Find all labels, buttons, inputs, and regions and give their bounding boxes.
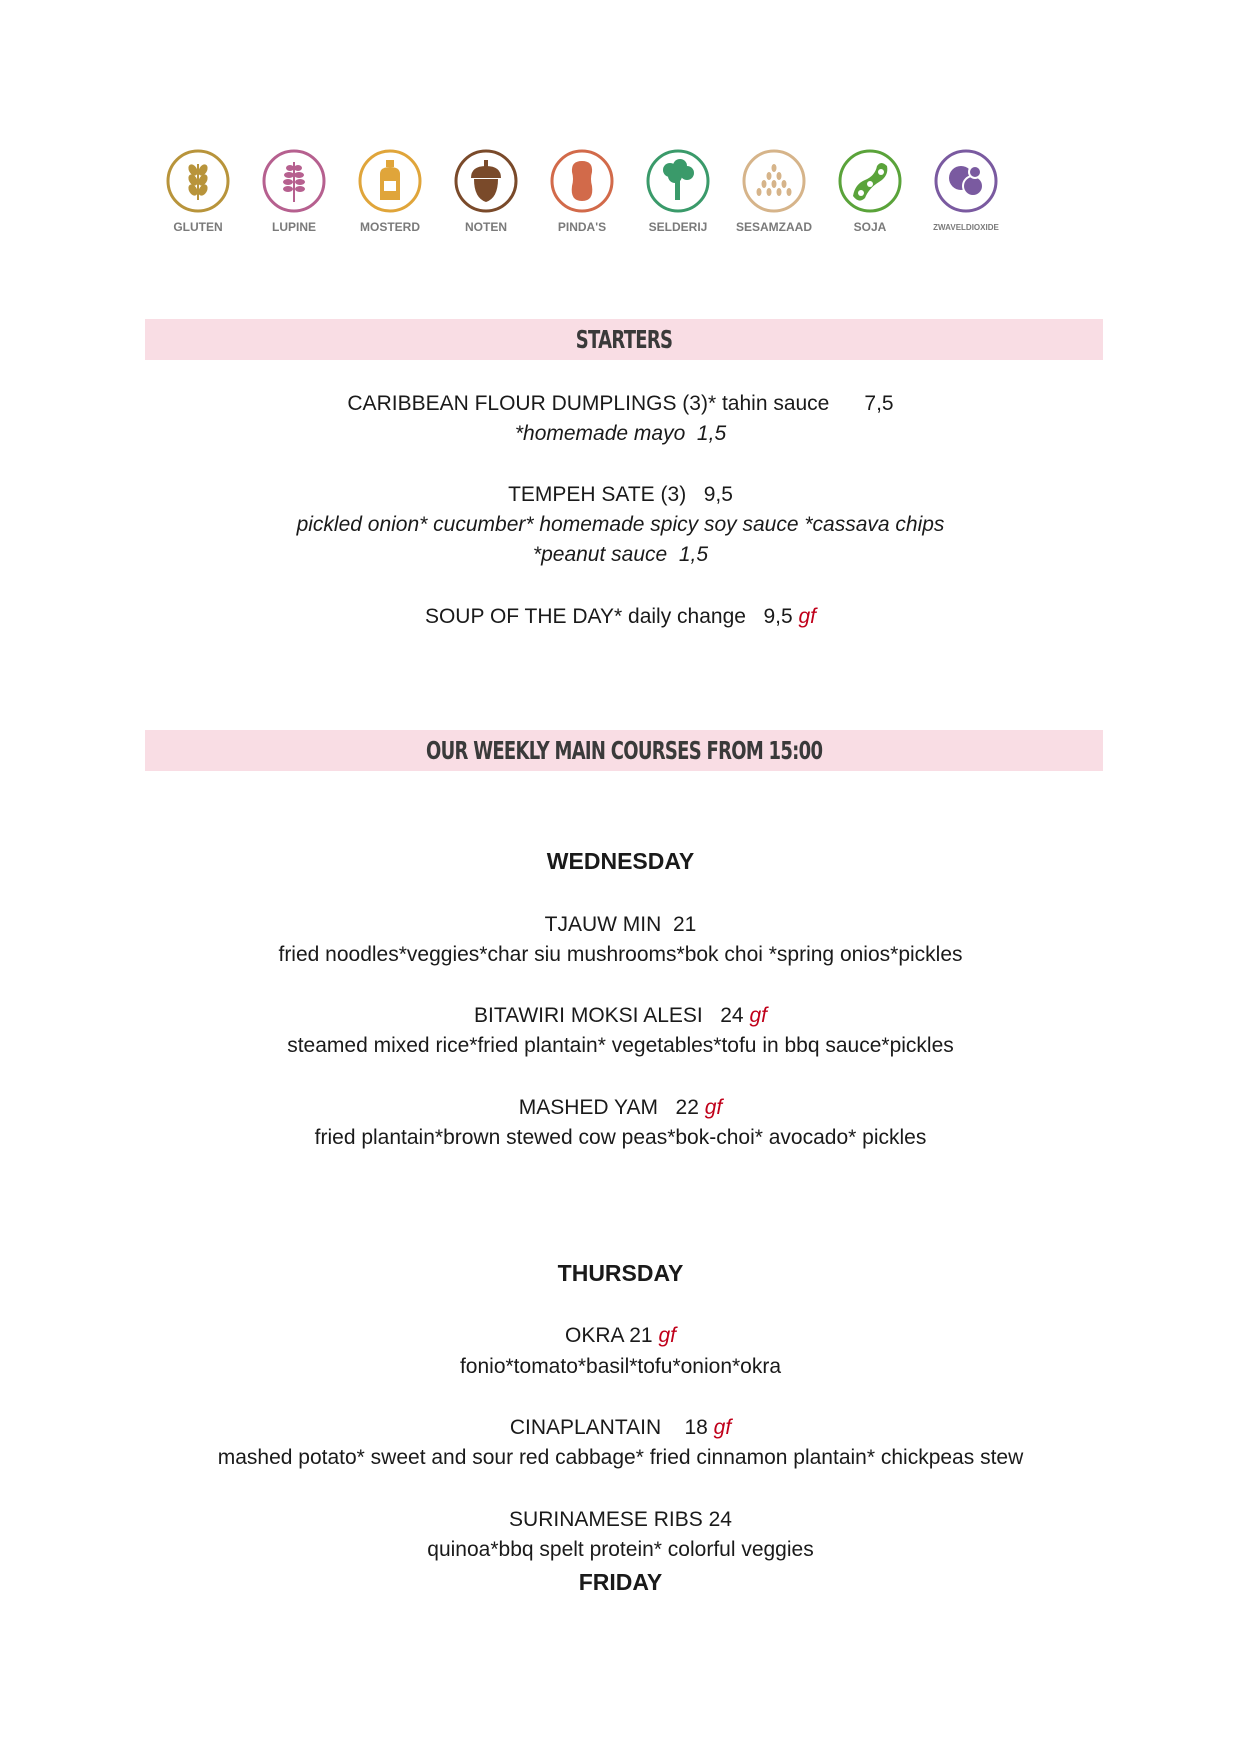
menu-item-dumplings xyxy=(0,390,1241,418)
mustard-icon xyxy=(357,148,423,214)
lupine-icon xyxy=(261,148,327,214)
gluten-free-tag: gf xyxy=(704,1096,723,1119)
day-heading-thursday: THURSDAY xyxy=(557,1260,684,1286)
soy-icon xyxy=(837,148,903,214)
section-title: STARTERS xyxy=(575,325,673,354)
allergen-label: GLUTEN xyxy=(173,220,223,234)
allergen-nuts xyxy=(438,148,534,234)
menu-item-mashed-yam xyxy=(0,1094,1241,1122)
item-price: 21 xyxy=(672,913,697,936)
gluten-free-tag: gf xyxy=(749,1004,767,1027)
item-name: OKRA xyxy=(565,1324,624,1347)
allergen-sesame xyxy=(726,148,822,234)
day-heading-wednesday: WEDNESDAY xyxy=(546,848,695,874)
allergen-label: MOSTERD xyxy=(360,220,420,234)
allergen-label: ZWAVELDIOXIDE xyxy=(933,223,999,232)
allergen-lupine xyxy=(246,148,342,234)
item-description: fried noodles*veggies*char siu mushrooms*bok choi *spring onios*pickles xyxy=(278,943,963,966)
item-name: TJAUW MIN xyxy=(544,913,662,936)
celery-icon xyxy=(645,148,711,214)
allergen-label: SELDERIJ xyxy=(648,220,708,234)
item-price: 21 xyxy=(629,1324,653,1347)
allergen-label: LUPINE xyxy=(271,220,316,234)
allergen-label: SOJA xyxy=(853,220,887,234)
item-description: fonio*tomato*basil*tofu*onion*okra xyxy=(459,1355,782,1378)
gluten-free-tag: gf xyxy=(713,1416,732,1439)
item-name: CINAPLANTAIN xyxy=(509,1416,662,1439)
sesame-icon xyxy=(741,148,807,214)
item-name: CARIBBEAN FLOUR DUMPLINGS (3)* tahin sauce xyxy=(347,392,830,415)
main-courses-header xyxy=(145,730,1103,771)
allergen-peanuts xyxy=(534,148,630,234)
item-price: 9,5 xyxy=(703,483,733,506)
allergen-sulphite xyxy=(918,148,1014,234)
item-description: steamed mixed rice*fried plantain* vegetables*tofu in bbq sauce*pickles xyxy=(287,1034,954,1057)
item-price: 9,5 xyxy=(763,605,793,628)
item-price: 24 xyxy=(708,1508,732,1531)
gluten-free-tag: gf xyxy=(658,1324,676,1347)
starters-header xyxy=(145,319,1103,360)
allergen-gluten xyxy=(150,148,246,234)
allergen-label: SESAMZAAD xyxy=(735,220,812,234)
allergen-mustard xyxy=(342,148,438,234)
allergen-celery xyxy=(630,148,726,234)
item-price: 7,5 xyxy=(864,392,894,415)
item-description: mashed potato* sweet and sour red cabbage* fried cinnamon plantain* chickpeas stew xyxy=(217,1446,1024,1469)
wheat-icon xyxy=(165,148,231,214)
menu-item-surinamese-ribs xyxy=(0,1506,1241,1534)
item-description: fried plantain*brown stewed cow peas*bok-choi* avocado* pickles xyxy=(314,1126,927,1149)
gluten-free-tag: gf xyxy=(798,605,817,628)
acorn-icon xyxy=(453,148,519,214)
menu-item-okra xyxy=(0,1322,1241,1350)
item-price: 18 xyxy=(684,1416,708,1439)
item-name: MASHED YAM xyxy=(518,1096,658,1119)
item-price: 22 xyxy=(675,1096,699,1119)
menu-item-soup xyxy=(0,603,1241,631)
menu-item-tempeh-sate xyxy=(0,481,1241,509)
section-title: OUR WEEKLY MAIN COURSES FROM 15:00 xyxy=(425,736,823,765)
item-description: quinoa*bbq spelt protein* colorful veggies xyxy=(427,1538,814,1561)
menu-item-bitawiri xyxy=(0,1002,1241,1030)
item-extra: *peanut sauce 1,5 xyxy=(532,543,709,566)
sulphite-icon xyxy=(933,148,999,214)
item-price: 24 xyxy=(720,1004,744,1027)
allergen-label: NOTEN xyxy=(465,220,507,234)
menu-item-cinaplantain xyxy=(0,1414,1241,1442)
item-name: TEMPEH SATE (3) xyxy=(508,483,687,506)
item-name: SOUP OF THE DAY* daily change xyxy=(424,605,746,628)
day-heading-friday: FRIDAY xyxy=(578,1569,663,1595)
allergen-legend xyxy=(150,148,1014,234)
item-description: pickled onion* cucumber* homemade spicy soy sauce *cassava chips xyxy=(296,513,945,536)
item-name: BITAWIRI MOKSI ALESI xyxy=(474,1004,703,1027)
item-name: SURINAMESE RIBS xyxy=(509,1508,703,1531)
menu-item-tjauw-min xyxy=(0,911,1241,939)
peanut-icon xyxy=(549,148,615,214)
item-extra: *homemade mayo 1,5 xyxy=(514,422,727,445)
allergen-label: PINDA'S xyxy=(557,220,607,234)
allergen-soy xyxy=(822,148,918,234)
